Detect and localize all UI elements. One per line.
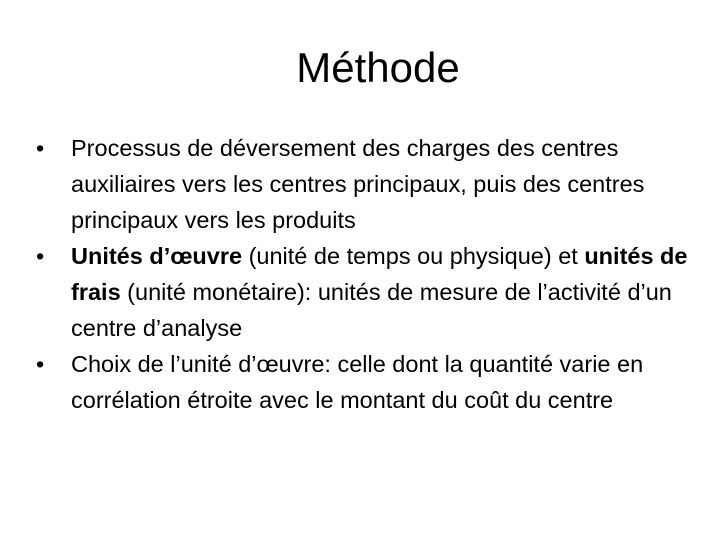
bullet-list: [36, 130, 696, 418]
bullet-item-unites: [36, 238, 696, 346]
bullet-text: (unité de temps ou physique) et: [242, 243, 585, 269]
bullet-dot-icon: •: [36, 243, 45, 269]
bullet-item-choix: [36, 346, 696, 418]
term-unites-frais: unités de frais: [71, 243, 688, 305]
bullet-text: (unité monétaire): unités de mesure de l’activité d’un centre d’analyse: [71, 279, 672, 341]
term-unites-oeuvre: Unités d’œuvre: [71, 243, 243, 269]
bullet-text: Processus de déversement des charges des centres auxiliaires vers les centres principaux, puis des centres principaux vers les produits: [71, 135, 645, 233]
bullet-item-processus: [36, 130, 696, 238]
bullet-dot-icon: •: [36, 351, 45, 377]
bullet-text: Choix de l’unité d’œuvre: celle dont la quantité varie en corrélation étroite avec le montant du coût du centre: [71, 351, 644, 413]
slide-title: Méthode: [296, 44, 460, 91]
bullet-dot-icon: •: [36, 135, 45, 161]
